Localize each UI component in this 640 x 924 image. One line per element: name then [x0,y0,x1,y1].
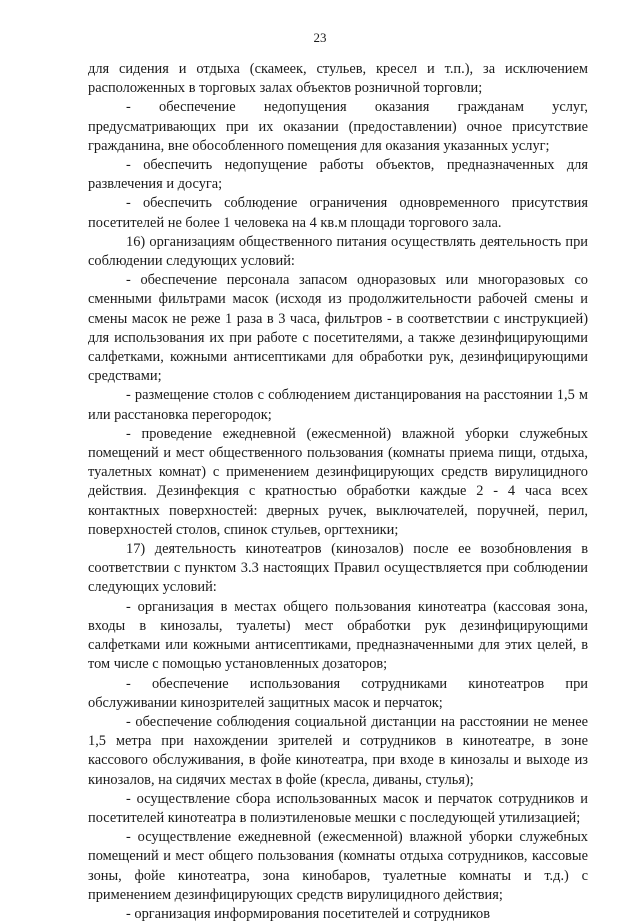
paragraph: - обеспечение недопущения оказания гражданам услуг, предусматривающих при их оказании (предоставлении) очное присутствие гражданина, вне обособленного помещения для оказания указанных услуг; [88,99,588,154]
paragraph: - обеспечение использования сотрудниками кинотеатров при обслуживании кинозрителей защитных масок и перчаток; [88,675,588,711]
paragraph: - осуществление ежедневной (ежесменной) влажной уборки служебных помещений и мест общего пользования (комнаты отдыха сотрудников, кассовые зоны, фойе кинотеатра, зона кинобаров, туалетные комнаты и т.д.) с применением дезинфицирующих средств вирулицидного действия; [88,829,588,903]
page-number: 23 [313,30,327,45]
paragraph: - обеспечить недопущение работы объектов, предназначенных для развлечения и досуга; [88,157,588,193]
paragraph: - проведение ежедневной (ежесменной) влажной уборки служебных помещений и мест общественного пользования (комнаты приема пищи, отдыха, туалетных комнат) с применением дезинфицирующих средств вирулицидного действия. Дезинфекция с кратностью обработки каждые 2 - 4 часа всех контактных поверхностей: дверных ручек, выключателей, поручней, перил, поверхностей столов, спинок стульев, оргтехники; [88,425,588,538]
paragraph: - обеспечение персонала запасом одноразовых или многоразовых со сменными фильтрами масок (исходя из продолжительности рабочей смены и смены масок не реже 1 раза в 3 часа, фильтров - в соответствии с инструкцией) для использования их при работе с посетителями, а также дезинфицирующими салфетками, кожными антисептиками для обработки рук, дезинфицирующими средствами; [88,272,588,385]
paragraph: - обеспечение соблюдения социальной дистанции на расстоянии не менее 1,5 метра при нахождении зрителей и сотрудников в кинотеатре, в зоне кассового обслуживания, в фойе кинотеатра, при входе в кинозалы и выходе из кинозалов, на сидячих местах в фойе (кресла, диваны, стулья); [88,713,588,788]
paragraph: 16) организациям общественного питания осуществлять деятельность при соблюдении следующих условий: [88,233,588,270]
document-body [88,60,588,924]
paragraph: 17) деятельность кинотеатров (кинозалов) после ее возобновления в соответствии с пунктом 3.3 настоящих Правил осуществляется при соблюдении следующих условий: [88,541,588,596]
paragraph: - организация информирования посетителей и сотрудников [126,905,491,922]
paragraph: - осуществление сбора использованных масок и перчаток сотрудников и посетителей кинотеатра в полиэтиленовые мешки с последующей утилизацией; [88,790,588,826]
paragraph: - обеспечить соблюдение ограничения одновременного присутствия посетителей не более 1 человека на 4 кв.м площади торгового зала. [88,195,588,231]
paragraph: для сидения и отдыха (скамеек, стульев, кресел и т.п.), за исключением расположенных в торговых залах объектов розничной торговли; [88,61,588,97]
paragraph: - организация в местах общего пользования кинотеатра (кассовая зона, входы в кинозалы, туалеты) мест обработки рук дезинфицирующими салфетками или кожными антисептиками, предназначенными для этих целей, в том числе с помощью установленных дозаторов; [88,598,588,673]
paragraph: - размещение столов с соблюдением дистанцирования на расстоянии 1,5 м или расстановка перегородок; [88,387,588,423]
